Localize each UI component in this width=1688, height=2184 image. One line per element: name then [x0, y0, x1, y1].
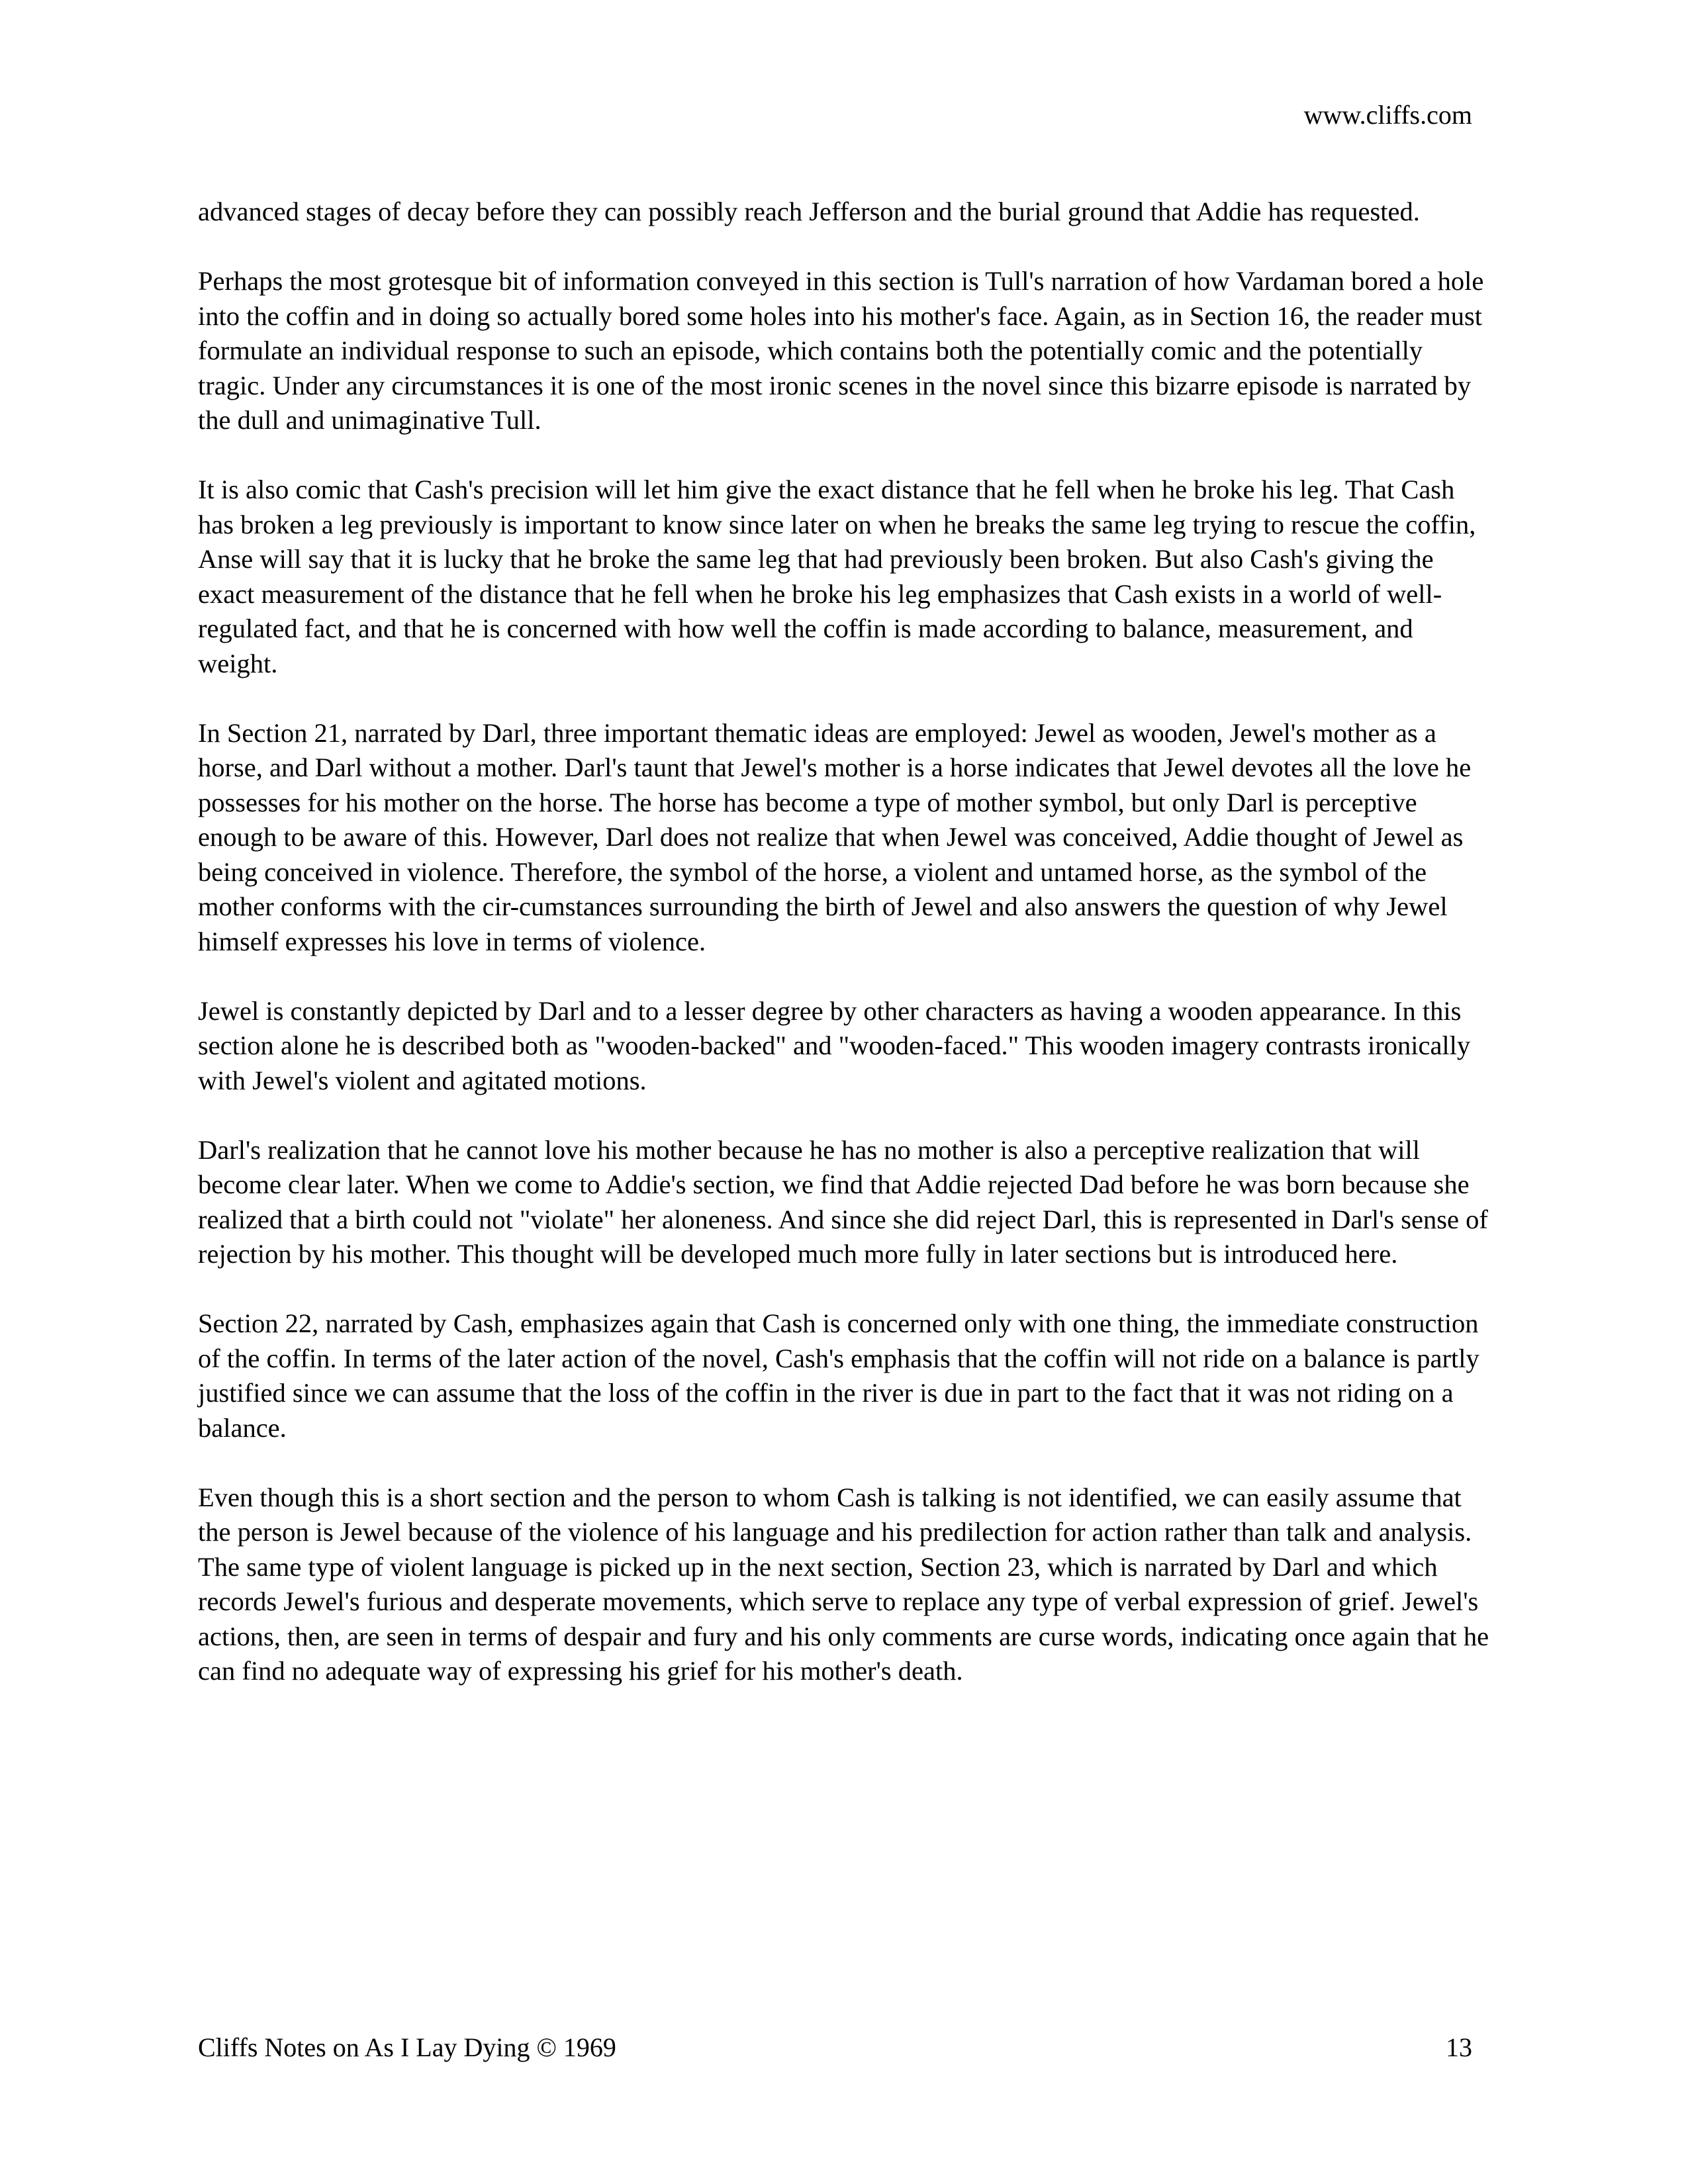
- page-body: [198, 195, 1492, 1723]
- paragraph: Perhaps the most grotesque bit of information conveyed in this section is Tull's narration of how Vardaman bored a hole into the coffin and in doing so actually bored some holes into his mother's face. Again, as in Section 16, the reader must formulate an individual response to such an episode, which contains both the potentially comic and the potentially tragic. Under any circumstances it is one of the most ironic scenes in the novel since this bizarre episode is narrated by the dull and unimaginative Tull.: [198, 266, 1484, 435]
- paragraph: Darl's realization that he cannot love his mother because he has no mother is also a perceptive realization that will become clear later. When we come to Addie's section, we find that Addie rejected Dad before he was born because she realized that a birth could not "violate" her aloneness. And since she did reject Darl, this is represented in Darl's sense of rejection by his mother. This thought will be developed much more fully in later sections but is introduced here.: [198, 1134, 1488, 1269]
- header-url: www.cliffs.com: [1303, 100, 1472, 130]
- paragraph: Even though this is a short section and the person to whom Cash is talking is not identified, we can easily assume that the person is Jewel because of the violence of his language and his predilection for action rather than talk and analysis. The same type of violent language is picked up in the next section, Section 23, which is narrated by Darl and which records Jewel's furious and desperate movements, which serve to replace any type of verbal expression of grief. Jewel's actions, then, are seen in terms of despair and fury and his only comments are curse words, indicating once again that he can find no adequate way of expressing his grief for his mother's death.: [198, 1482, 1489, 1686]
- paragraph: It is also comic that Cash's precision will let him give the exact distance that he fell when he broke his leg. That Cash has broken a leg previously is important to know since later on when he breaks the same leg trying to rescue the coffin, Anse will say that it is lucky that he broke the same leg that had previously been broken. But also Cash's giving the exact measurement of the distance that he fell when he broke his leg emphasizes that Cash exists in a world of well-regulated fact, and that he is concerned with how well the coffin is made according to balance, measurement, and weight.: [198, 475, 1476, 678]
- paragraph: Section 22, narrated by Cash, emphasizes again that Cash is concerned only with one thing, the immediate construction of the coffin. In terms of the later action of the novel, Cash's emphasis that the coffin will not ride on a balance is partly justified since we can assume that the loss of the coffin in the river is due in part to the fact that it was not riding on a balance.: [198, 1308, 1479, 1443]
- paragraph: In Section 21, narrated by Darl, three important thematic ideas are employed: Jewel as wooden, Jewel's mother as a horse, and Darl without a mother. Darl's taunt that Jewel's mother is a horse indicates that Jewel devotes all the love he possesses for his mother on the horse. The horse has become a type of mother symbol, but only Darl is perceptive enough to be aware of this. However, Darl does not realize that when Jewel was conceived, Addie thought of Jewel as being conceived in violence. Therefore, the symbol of the horse, a violent and untamed horse, as the symbol of the mother conforms with the cir-cumstances surrounding the birth of Jewel and also answers the question of why Jewel himself expresses his love in terms of violence.: [198, 717, 1472, 956]
- paragraph: Jewel is constantly depicted by Darl and to a lesser degree by other characters as having a wooden appearance. In this section alone he is described both as "wooden-backed" and "wooden-faced." This wooden imagery contrasts ironically with Jewel's violent and agitated motions.: [198, 995, 1471, 1095]
- page-number: 13: [1446, 2032, 1472, 2062]
- paragraph: advanced stages of decay before they can possibly reach Jefferson and the burial ground that Addie has requested.: [198, 197, 1420, 226]
- footer-title: Cliffs Notes on As I Lay Dying © 1969: [198, 2032, 616, 2062]
